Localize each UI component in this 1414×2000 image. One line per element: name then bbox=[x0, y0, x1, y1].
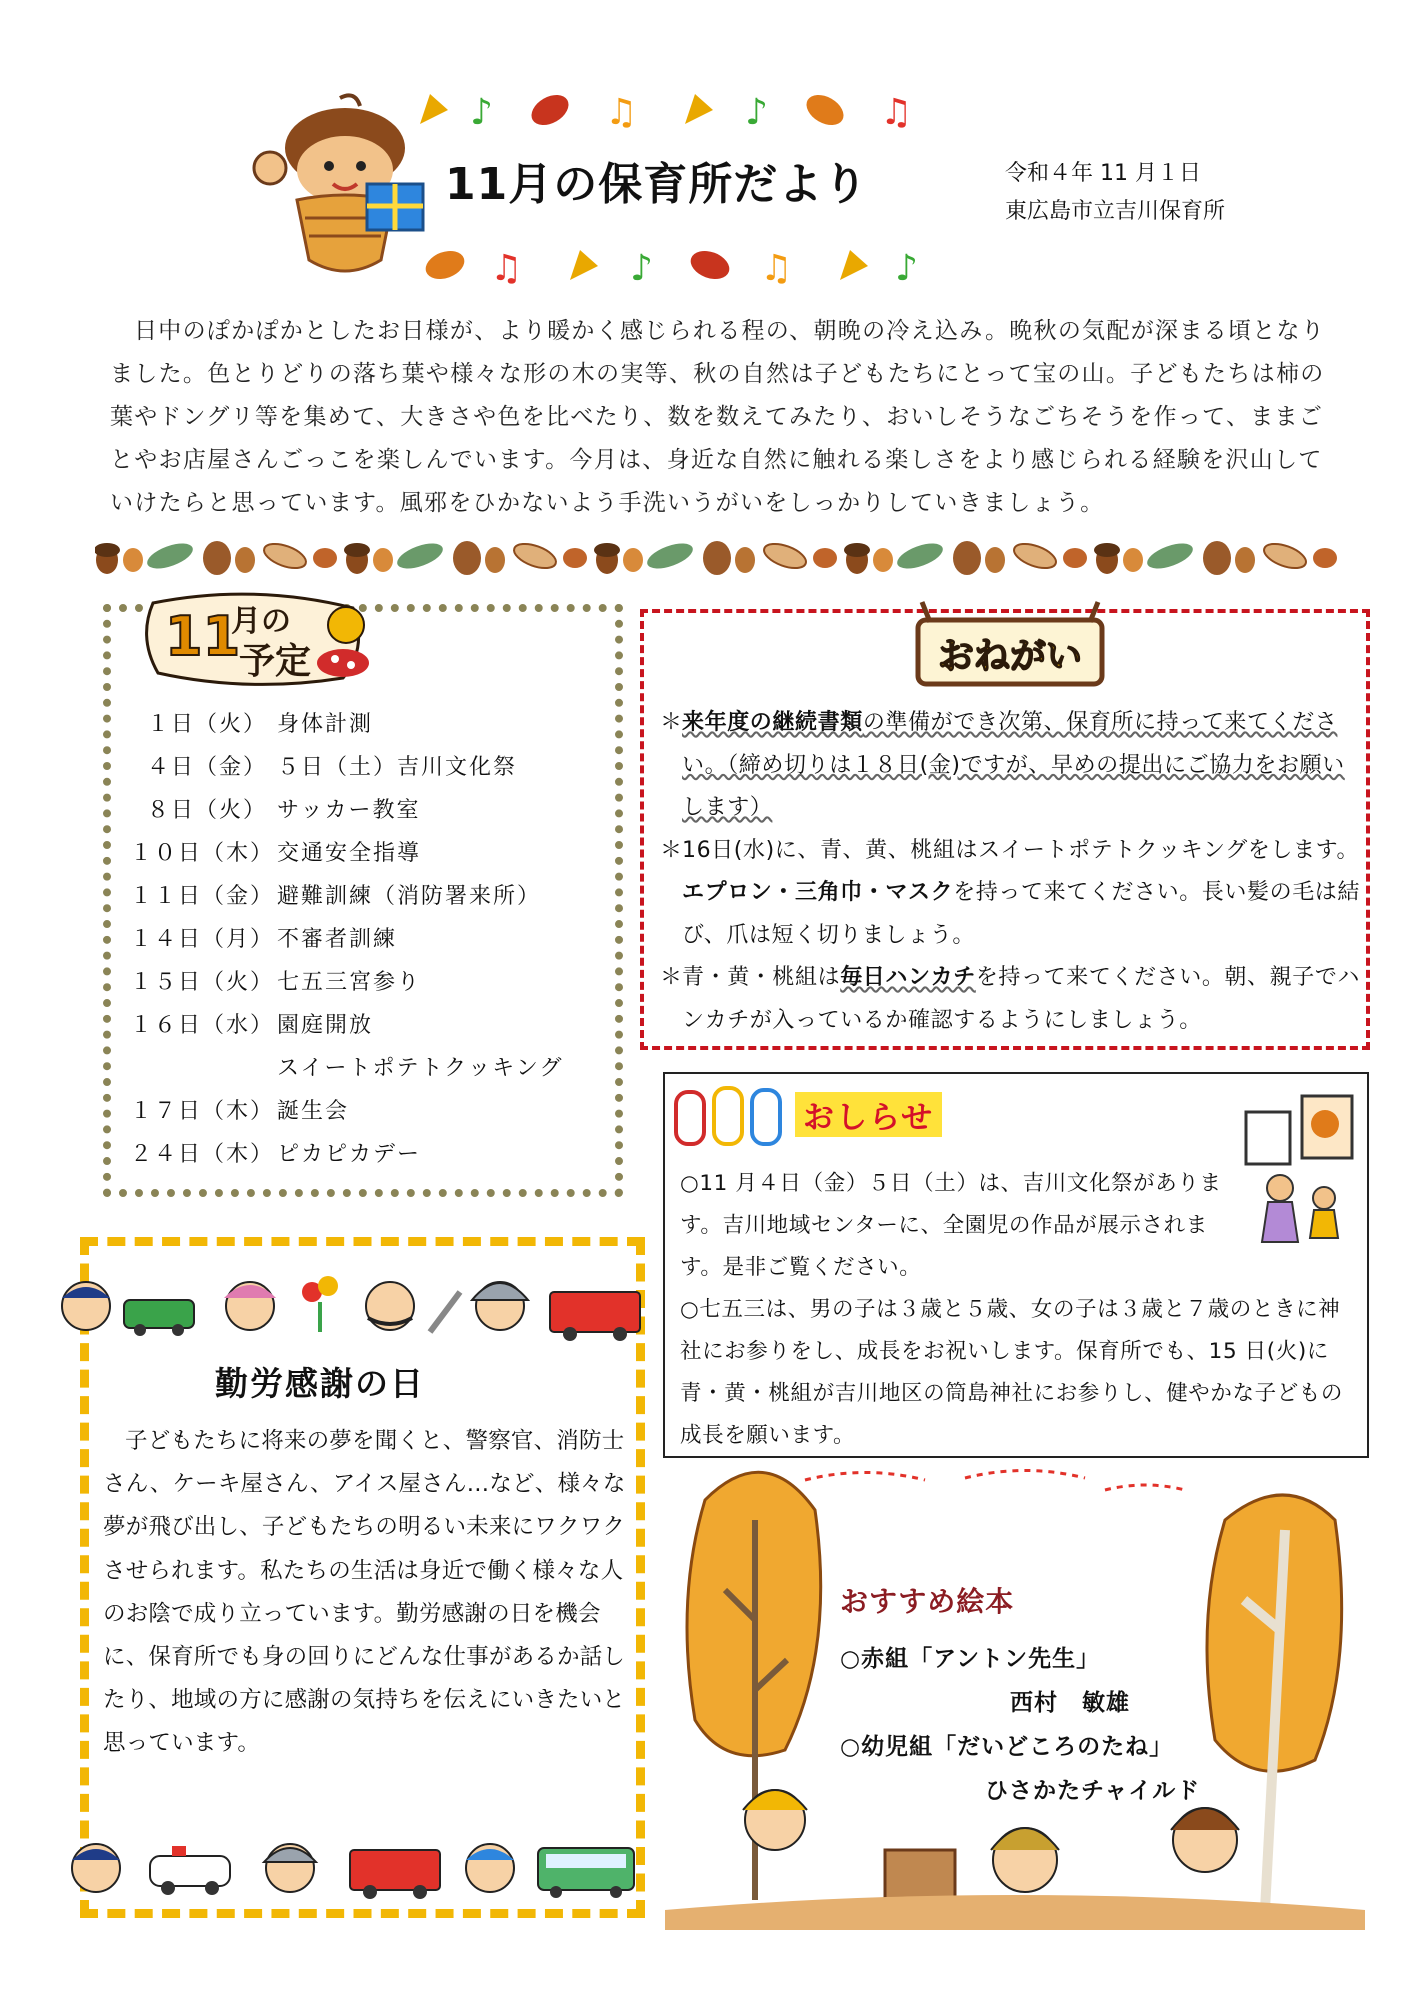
schedule-item: １５日（火） 七五三宮参り bbox=[130, 970, 422, 995]
book-author-1: 西村 敏雄 bbox=[1010, 1690, 1130, 1716]
svg-text:♫: ♫ bbox=[760, 248, 793, 289]
schedule-item: ４日（金） ５日（土）吉川文化祭 bbox=[146, 755, 518, 780]
svg-text:♪: ♪ bbox=[470, 92, 493, 133]
schedule-item: １０日（木） 交通安全指導 bbox=[130, 841, 422, 866]
svg-text:♫: ♫ bbox=[490, 248, 523, 289]
schedule-item: １１日（金） 避難訓練（消防署来所） bbox=[130, 884, 542, 909]
page-title: 11月の保育所だより bbox=[445, 159, 869, 210]
request-item: ＊来年度の継続書類の準備ができ次第、保育所に持って来てください。（締め切りは１８日(金)ですが、早めの提出にご協力をお願いします） bbox=[660, 710, 1345, 820]
schedule-item: スイートポテトクッキング bbox=[277, 1056, 564, 1081]
autumn-leaves-notes-bottom-row bbox=[420, 240, 950, 290]
schedule-item: １４日（月） 不審者訓練 bbox=[130, 927, 398, 952]
schedule-title-number: 11 bbox=[165, 605, 241, 668]
request-item: ＊青・黄・桃組は毎日ハンカチを持って来てください。朝、親子でハンカチが入っているか確認するようにしましょう。 bbox=[660, 965, 1361, 1033]
workers-illustration-top bbox=[50, 1262, 650, 1342]
issue-date: 令和４年 11 月１日 bbox=[1005, 161, 1201, 186]
book-recommendation-2: ○幼児組「だいどころのたね」 bbox=[840, 1734, 1174, 1760]
book-recommendation-1: ○赤組「アントン先生」 bbox=[840, 1646, 1101, 1672]
schedule-title-a: 月の bbox=[231, 604, 291, 639]
schedule-item: ２４日（木） ピカピカデー bbox=[130, 1142, 422, 1167]
notice-paragraph-shichigosan: ○七五三は、男の子は３歳と５歳、女の子は３歳と７歳のときに神社にお参りをし、成長をお祝いします。保育所でも、15 日(火)に青・黄・桃組が吉川地区の筒島神社にお参りし、健やかな子どもの成長を願います。 bbox=[680, 1297, 1344, 1448]
svg-text:♪: ♪ bbox=[745, 92, 768, 133]
requests-title: おねがい bbox=[937, 636, 1083, 677]
schedule-title-b: 予定 bbox=[239, 641, 312, 682]
schedule-item: １６日（水） 園庭開放 bbox=[130, 1013, 374, 1038]
schedule-list bbox=[130, 703, 563, 1176]
requests-title-sign bbox=[910, 594, 1110, 694]
workers-illustration-bottom bbox=[60, 1830, 640, 1900]
crayons-illustration bbox=[672, 1078, 784, 1148]
request-item: ＊16日(水)に、青、黄、桃組はスイートポテトクッキングをします。エプロン・三角巾・マスクを持って来てください。長い髪の毛は結び、爪は短く切りましょう。 bbox=[660, 837, 1361, 948]
requests-list bbox=[660, 702, 1360, 1042]
notice-paragraph-festival: ○11 月４日（金）５日（土）は、吉川文化祭があります。吉川地域センターに、全園児の作品が展示されます。是非ご覧ください。 bbox=[680, 1171, 1222, 1280]
book-author-2: ひさかたチャイルド bbox=[985, 1778, 1201, 1804]
svg-text:♪: ♪ bbox=[630, 248, 653, 289]
publisher-name: 東広島市立吉川保育所 bbox=[1005, 199, 1226, 224]
schedule-title-badge bbox=[143, 583, 383, 688]
acorn-leaf-divider bbox=[95, 534, 1370, 578]
labor-day-text: 子どもたちに将来の夢を聞くと、警察官、消防士さん、ケーキ屋さん、アイス屋さん…など、様々な夢が飛び出し、子どもたちの明るい未来にワクワクさせられます。私たちの生活は身近で働く様々な人のお陰で成り立っています。勤労感謝の日を機会に、保育所でも身の回りにどんな仕事があるか話したり、地域の方に感謝の気持ちを伝えにいきたいと思っています。 bbox=[103, 1428, 626, 1757]
labor-day-title: 勤労感謝の日 bbox=[215, 1364, 425, 1403]
books-title: おすすめ絵本 bbox=[840, 1585, 1015, 1618]
svg-text:♪: ♪ bbox=[895, 248, 918, 289]
notice-body bbox=[680, 1163, 1360, 1457]
autumn-leaves-notes-top-row bbox=[400, 84, 940, 136]
intro-paragraph: 日中のぽかぽかとしたお日様が、より暖かく感じられる程の、朝晩の冷え込み。晩秋の気配が深まる頃となりました。色とりどりの落ち葉や様々な形の木の実等、秋の自然は子どもたちにとって宝の山。子どもたちは柿の葉やドングリ等を集めて、大きさや色を比べたり、数を数えてみたり、おいしそうなごちそうを作って、ままごとやお店屋さんごっこを楽しんでいます。今月は、身近な自然に触れる楽しさをより感じられる経験を沢山していけたらと思っています。風邪をひかないよう手洗いうがいをしっかりしていきましょう。 bbox=[110, 318, 1326, 516]
issue-info bbox=[1005, 155, 1225, 231]
schedule-item: １日（火） 身体計測 bbox=[146, 712, 374, 737]
schedule-item: ８日（火） サッカー教室 bbox=[146, 798, 421, 823]
svg-text:♫: ♫ bbox=[605, 92, 638, 133]
svg-text:♫: ♫ bbox=[880, 92, 913, 133]
schedule-item: １７日（木） 誕生会 bbox=[130, 1099, 350, 1124]
notice-title: おしらせ bbox=[795, 1092, 942, 1137]
